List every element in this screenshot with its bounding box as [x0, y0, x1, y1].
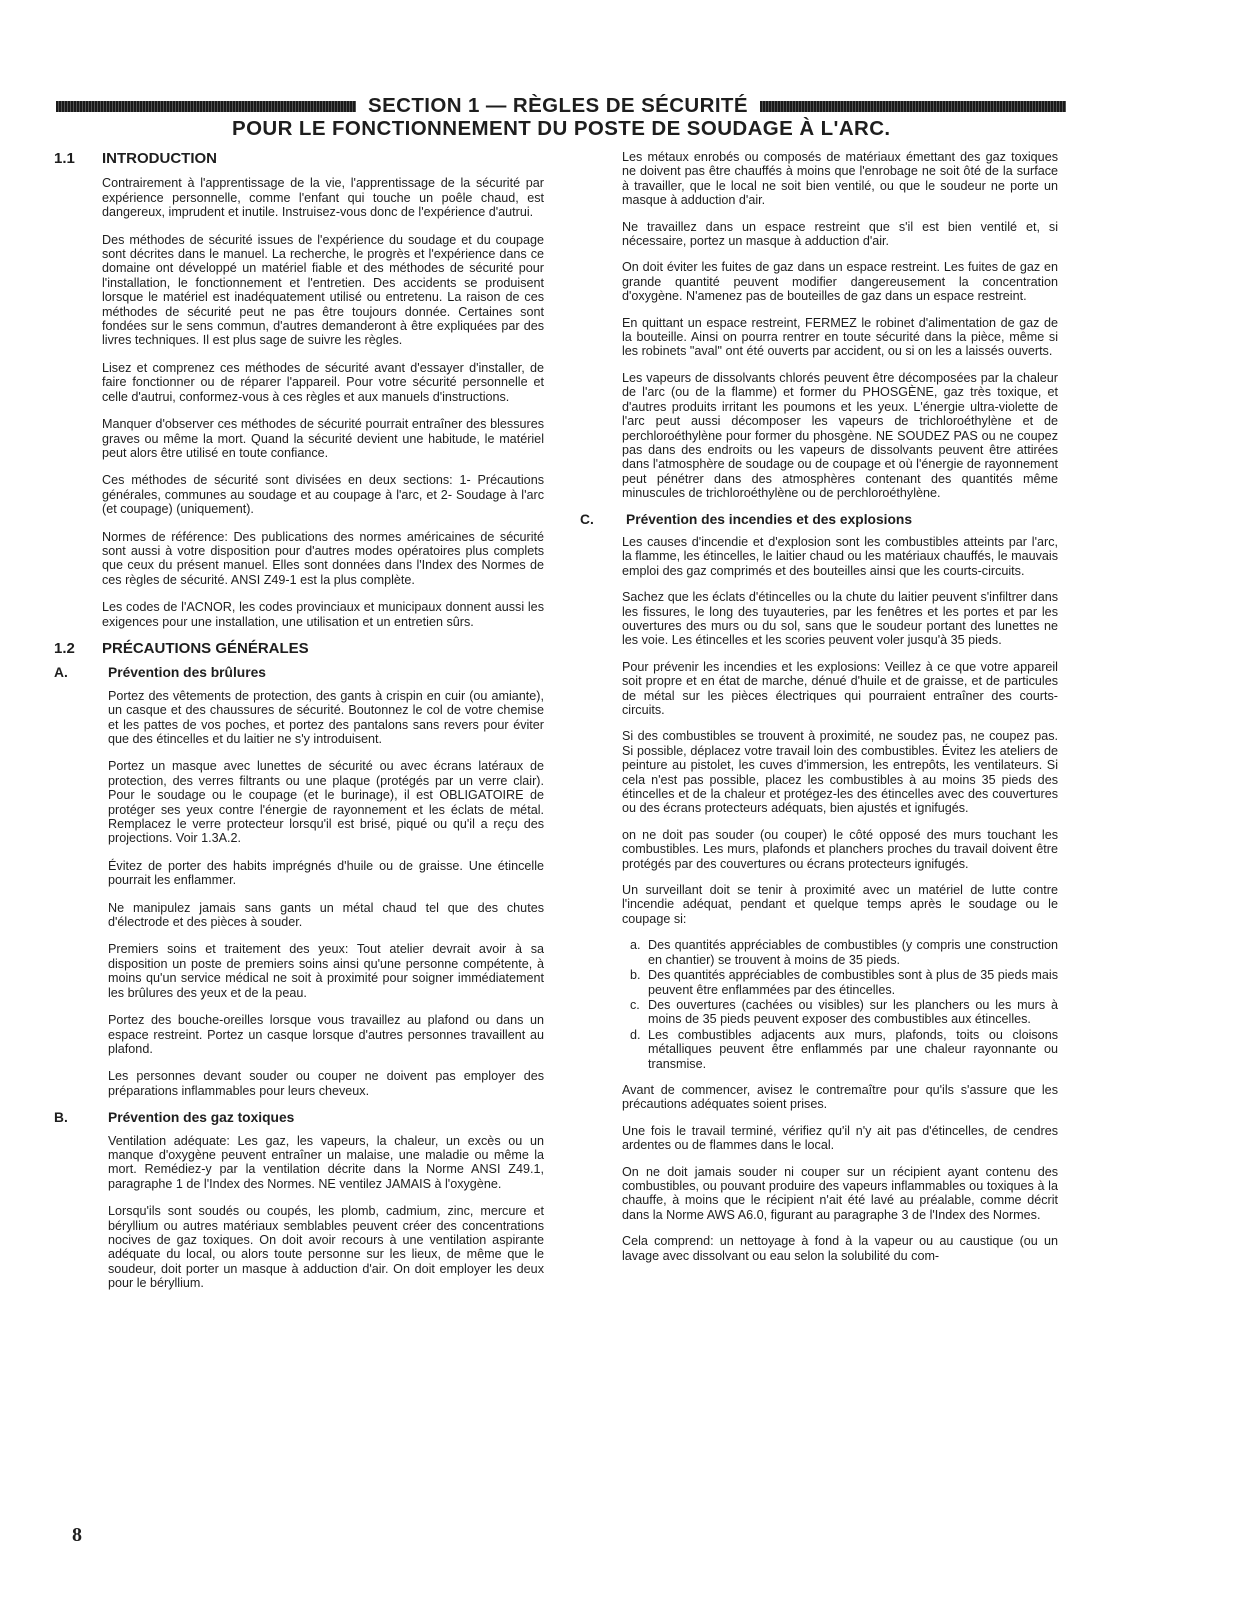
paragraph: Avant de commencer, avisez le contremaître pour qu'ils s'assure que les précautions adéquates soient prises. — [622, 1082, 1058, 1112]
section-title-line1: SECTION 1 — RÈGLES DE SÉCURITÉ — [368, 94, 748, 117]
paragraph: Les codes de l'ACNOR, les codes provinciaux et municipaux donnent aussi les exigences pour une installation, une utilisation et un entretien sûrs. — [102, 600, 544, 629]
heading-1-2 — [54, 639, 544, 657]
paragraph: Premiers soins et traitement des yeux: Tout atelier devrait avoir à sa disposition un poste de premiers soins ainsi qu'une personne compétente, à moins qu'un service médical ne soit à proximité pour soigner immédiatement les brûlures des yeux et de la peau. — [108, 942, 544, 1000]
subheading-letter: B. — [54, 1110, 68, 1126]
subheading-letter: C. — [580, 511, 594, 527]
header-bar-right — [760, 101, 1066, 112]
toxic-gas-body — [54, 1134, 544, 1291]
paragraph: on ne doit pas souder (ou couper) le côté opposé des murs touchant les combustibles. Les murs, plafonds et planchers proches du travail doivent être protégés par des couvertures ou écrans protecteurs ignifugés. — [622, 827, 1058, 871]
list-item — [630, 938, 1058, 967]
section-title-line2: POUR LE FONCTIONNEMENT DU POSTE DE SOUDAGE À L'ARC. — [232, 117, 891, 140]
page-number: 8 — [72, 1524, 82, 1546]
paragraph: On doit éviter les fuites de gaz dans un espace restreint. Les fuites de gaz en grande quantité peuvent modifier dangereusement la concentration d'oxygène. N'amenez pas de bouteilles de gaz dans un espace restreint. — [622, 260, 1058, 304]
paragraph: Un surveillant doit se tenir à proximité avec un matériel de lutte contre l'incendie adéquat, pendant et quelque temps après le soudage ou le coupage si: — [622, 883, 1058, 926]
subheading-title: Prévention des gaz toxiques — [108, 1110, 295, 1126]
heading-a — [54, 666, 544, 680]
heading-c — [580, 513, 1058, 527]
list-item-label: b. — [630, 968, 641, 983]
paragraph: Évitez de porter des habits imprégnés d'huile ou de graisse. Une étincelle pourrait les enflammer. — [108, 858, 544, 888]
list-item-text: Des quantités appréciables de combustibles (y compris une construction en chantier) se trouvent à moins de 35 pieds. — [648, 938, 1058, 967]
subheading-letter: A. — [54, 665, 68, 681]
paragraph: Normes de référence: Des publications des normes américaines de sécurité sont aussi à votre disposition pour d'autres modes opératoires plus complets que ceux du présent manuel. Elles sont données dans l'Index des Normes de ces règles de sécurité. ANSI Z49-1 est la plus complète. — [102, 529, 544, 587]
heading-number: 1.2 — [54, 639, 75, 657]
list-item-label: c. — [630, 997, 640, 1012]
paragraph: Pour prévenir les incendies et les explosions: Veillez à ce que votre appareil soit propre et en état de marche, dénué d'huile et de graisse, et de particules de métal sur les pièces électriques qui pourraient entraîner des courts-circuits. — [622, 659, 1058, 717]
paragraph: Sachez que les éclats d'étincelles ou la chute du laitier peuvent s'infiltrer dans les fissures, le long des tuyauteries, par les fenêtres et les portes et par les ouvertures des murs ou du sol, sans que le soudeur portant des lunettes ne les voie. Les étincelles et les scories peuvent voler jusqu'à 35 pieds. — [622, 590, 1058, 648]
paragraph: Ces méthodes de sécurité sont divisées en deux sections: 1- Précautions générales, communes au soudage et au coupage à l'arc, et 2- Soudage à l'arc (et coupage) (uniquement). — [102, 473, 544, 517]
list-item-text: Des ouvertures (cachées ou visibles) sur les planchers ou les murs à moins de 35 pieds peuvent exposer des combustibles aux étincelles. — [648, 997, 1058, 1027]
paragraph: Les vapeurs de dissolvants chlorés peuvent être décomposées par la chaleur de l'arc (ou de la flamme) et former du PHOSGÈNE, gaz très toxique, et d'autres produits irritant les poumons et les yeux. L'énergie ultra-violette de l'arc peut aussi décomposer les vapeurs de trichloroéthylène et de perchloroéthylène pour former du phosgène. NE SOUDEZ PAS ou ne coupez pas dans des endroits ou les vapeurs de dissolvants peuvent être attirées dans l'atmosphère de soudage ou de coupage et où l'énergie de rayonnement peut pénétrer dans des atmosphères contenant des quantités même minuscules de trichloroéthylène ou de perchloroéthylène. — [622, 370, 1058, 501]
list-item — [630, 998, 1058, 1027]
left-column — [54, 150, 544, 1304]
list-item-text: Des quantités appréciables de combustibles sont à plus de 35 pieds mais peuvent être enflammées par des étincelles. — [648, 968, 1058, 997]
right-column — [580, 150, 1058, 1275]
list-item — [630, 968, 1058, 997]
paragraph: Les métaux enrobés ou composés de matériaux émettant des gaz toxiques ne doivent pas être chauffés à moins que l'enrobage ne soit ôté de la surface à travailler, que le local ne soit bien ventilé, ou que le soudeur ne porte un masque à adduction d'air. — [622, 150, 1058, 208]
paragraph: Portez des vêtements de protection, des gants à crispin en cuir (ou amiante), un casque et des chaussures de sécurité. Boutonnez le col de votre chemise et les pattes de vos poches, et portez des pantalons sans revers pour éviter que des étincelles et du laitier ne s'y introduisent. — [108, 688, 544, 746]
paragraph: Lorsqu'ils sont soudés ou coupés, les plomb, cadmium, zinc, mercure et béryllium ou autres matériaux semblables peuvent créer des concentrations nocives de gaz toxiques. On doit avoir recours à une ventilation aspirante adéquate du local, ou alors toute personne sur les lieux, de même que le soudeur, doit porter un masque à adduction d'air. On doit employer les deux pour le béryllium. — [108, 1204, 544, 1291]
list-item-label: a. — [630, 938, 641, 953]
paragraph: Cela comprend: un nettoyage à fond à la vapeur ou au caustique (ou un lavage avec dissolvant ou eau selon la solubilité du com- — [622, 1234, 1058, 1263]
paragraph: Les personnes devant souder ou couper ne doivent pas employer des préparations inflammables pour leurs cheveux. — [108, 1069, 544, 1098]
paragraph: Ventilation adéquate: Les gaz, les vapeurs, la chaleur, un excès ou un manque d'oxygène peuvent entraîner un malaise, une maladie ou même la mort. Remédiez-y par la ventilation décrite dans la Norme ANSI Z49.1, paragraphe 1 de l'Index des Normes. NE ventilez JAMAIS à l'oxygène. — [108, 1133, 544, 1191]
paragraph: Ne travaillez dans un espace restreint que s'il est bien ventilé et, si nécessaire, portez un masque à adduction d'air. — [622, 219, 1058, 249]
paragraph: Une fois le travail terminé, vérifiez qu'il n'y ait pas d'étincelles, de cendres ardentes ou de flammes dans le local. — [622, 1123, 1058, 1153]
heading-b — [54, 1111, 544, 1125]
heading-title: PRÉCAUTIONS GÉNÉRALES — [102, 639, 309, 657]
introduction-body — [54, 176, 544, 629]
paragraph: Les causes d'incendie et d'explosion sont les combustibles atteints par l'arc, la flamme, les étincelles, le laitier chaud ou les matériaux chauffés, le mauvais emploi des gaz comprimés et des bouteilles ainsi que les courts-circuits. — [622, 534, 1058, 578]
heading-title: INTRODUCTION — [102, 150, 217, 167]
header-bar-left — [56, 101, 356, 112]
heading-number: 1.1 — [54, 150, 75, 167]
list-item — [630, 1028, 1058, 1071]
subheading-title: Prévention des brûlures — [108, 665, 266, 681]
toxic-gas-continued — [580, 150, 1058, 501]
paragraph: Portez un masque avec lunettes de sécurité ou avec écrans latéraux de protection, des verres filtrants ou une plaque (protégés par un verre clair). Pour le soudage ou le coupage (et le burinage), il est OBLIGATOIRE de protéger ses yeux contre l'énergie de rayonnement et les éclats de métal. Remplacez le verre protecteur lorsqu'il est brisé, piqué ou qu'il a reçu des projections. Voir 1.3A.2. — [108, 759, 544, 846]
paragraph: Contrairement à l'apprentissage de la vie, l'apprentissage de la sécurité par expérience personnelle, comme l'enfant qui touche un poêle chaud, est dangereux, imprudent et inutile. Instruisez-vous donc de l'expérience d'autrui. — [102, 176, 544, 220]
paragraph: Ne manipulez jamais sans gants un métal chaud tel que des chutes d'électrode et des pièces à souder. — [108, 900, 544, 930]
heading-1-1 — [54, 152, 544, 166]
paragraph: On ne doit jamais souder ni couper sur un récipient ayant contenu des combustibles, ou pouvant produire des vapeurs inflammables ou toxiques à la chauffe, à moins que le récipient n'ait été lavé au préalable, comme décrit dans la Norme AWS A6.0, figurant au paragraphe 3 de l'Index des Normes. — [622, 1164, 1058, 1222]
paragraph: En quittant un espace restreint, FERMEZ le robinet d'alimentation de gaz de la bouteille. Ainsi on pourra rentrer en toute sécurité dans la pièce, même si les robinets "aval" ont été ouverts par accident, ou si on les a laissés ouverts. — [622, 315, 1058, 359]
paragraph: Si des combustibles se trouvent à proximité, ne soudez pas, ne coupez pas. Si possible, déplacez votre travail loin des combustibles. Évitez les ateliers de peinture au pistolet, les cuves d'immersion, les entrepôts, les ventilateurs. Si cela n'est pas possible, placez les combustibles à au moins 35 pieds des étincelles et de la chaleur et protégez-les des étincelles avec des couvertures ou des écrans protecteurs adéquats, bien ajustés et ignifugés. — [622, 729, 1058, 816]
paragraph: Des méthodes de sécurité issues de l'expérience du soudage et du coupage sont décrites dans le manuel. La recherche, le progrès et l'expérience dans ce domaine ont développé un matériel fiable et des méthodes de sécurité pour l'installation, le fonctionnement et l'entretien. Des accidents se produisent lorsque le matériel est inadéquatement utilisé ou entretenu. La raison de ces méthodes de sécurité peut ne pas être toujours donnée. Certaines sont fondées sur le sens commun, d'autres demanderont à être expliquées par des livres techniques. Il est plus sage de suivre les règles. — [102, 232, 544, 348]
list-item-text: Les combustibles adjacents aux murs, plafonds, toits ou cloisons métalliques peuvent être enflammés par une chaleur rayonnante ou transmise. — [648, 1027, 1058, 1071]
fire-prevention-body — [580, 535, 1058, 1263]
paragraph: Portez des bouche-oreilles lorsque vous travaillez au plafond ou dans un espace restreint. Portez un casque lorsque d'autres personnes travaillent au plafond. — [108, 1013, 544, 1056]
paragraph: Manquer d'observer ces méthodes de sécurité pourrait entraîner des blessures graves ou même la mort. Quand la sécurité devient une habitude, le matériel peut alors être utilisé en toute confiance. — [102, 417, 544, 460]
paragraph: Lisez et comprenez ces méthodes de sécurité avant d'essayer d'installer, de faire fonctionner ou de réparer l'appareil. Pour votre sécurité personnelle et celle d'autrui, conformez-vous à ces règles et aux manuels d'instructions. — [102, 360, 544, 404]
list-item-label: d. — [630, 1027, 641, 1042]
conditions-list — [630, 938, 1058, 1071]
subheading-title: Prévention des incendies et des explosions — [626, 511, 912, 527]
burns-body — [54, 689, 544, 1098]
